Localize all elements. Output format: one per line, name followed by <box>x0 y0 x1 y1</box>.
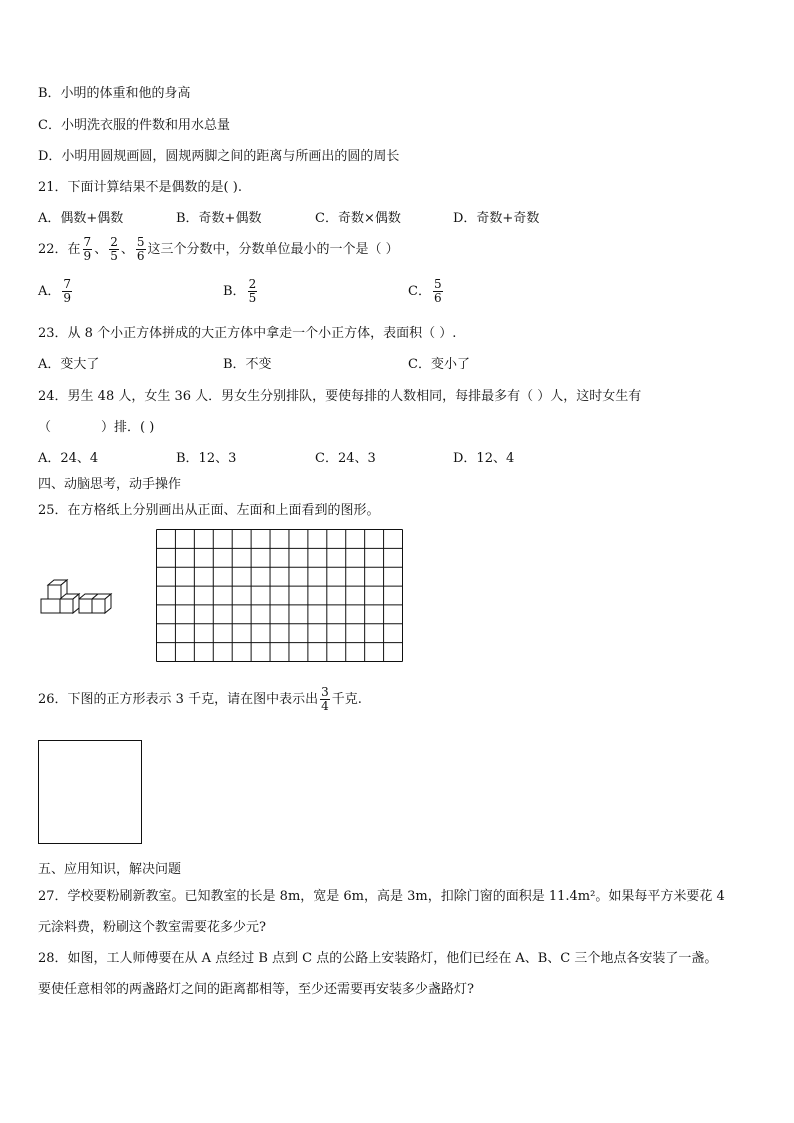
q22-option-b: B． $\frac{2}{5}$ <box>223 277 257 305</box>
fraction-2-5: $\frac{2}{5}$ <box>110 235 118 263</box>
q24-option-a: A．24、4 <box>38 451 99 466</box>
fraction-7-9: $\frac{7}{9}$ <box>83 235 92 263</box>
q22-suffix: 这三个分数中，分数单位最小的一个是（ ） <box>147 242 399 257</box>
q22-prefix: 22．在 <box>38 242 81 257</box>
q21-option-d: D．奇数+奇数 <box>453 211 540 226</box>
q21-option-c: C．奇数×偶数 <box>315 211 401 226</box>
q23-option-b: B．不变 <box>223 357 272 372</box>
q26-stem: 26．下图的正方形表示 3 千克，请在图中表示出 $\frac{3}{4}$ 千克. <box>38 685 362 713</box>
fraction-3-4: $\frac{3}{4}$ <box>321 685 329 713</box>
separator: 、 <box>94 242 108 257</box>
q21-option-a: A．偶数+偶数 <box>38 211 124 226</box>
q27-line2: 元涂料费，粉刷这个教室需要花多少元? <box>38 920 266 935</box>
q28-line2: 要使任意相邻的两盏路灯之间的距离都相等，至少还需要再安装多少盏路灯? <box>38 982 474 997</box>
q20-option-d: D．小明用圆规画圆，圆规两脚之间的距离与所画出的圆的周长 <box>38 149 400 164</box>
separator: 、 <box>120 242 134 257</box>
q23-option-a: A．变大了 <box>38 357 100 372</box>
q22-stem <box>38 236 399 263</box>
q25-stem: 25．在方格纸上分别画出从正面、左面和上面看到的图形。 <box>38 503 380 518</box>
q20-option-c: C．小明洗衣服的件数和用水总量 <box>38 118 230 133</box>
q21-stem: 21．下面计算结果不是偶数的是( ). <box>38 180 242 195</box>
q23-stem: 23．从 8 个小正方体拼成的大正方体中拿走一个小正方体，表面积（ ）. <box>38 326 457 341</box>
answer-square[interactable] <box>38 740 142 844</box>
fraction-5-6: $\frac{5}{6}$ <box>136 235 145 263</box>
q24-option-d: D．12、4 <box>453 451 515 466</box>
grid-paper[interactable] <box>156 529 403 662</box>
q24-stem-line1: 24．男生 48 人，女生 36 人．男女生分别排队，要使每排的人数相同，每排最多有（ ）人，这时女生有 <box>38 389 642 404</box>
q24-stem-line2: （ ）排．( ) <box>38 420 155 435</box>
q22-option-c: C． $\frac{5}{6}$ <box>408 277 442 305</box>
q22-option-a: A． $\frac{7}{9}$ <box>38 277 72 305</box>
q20-option-b: B．小明的体重和他的身高 <box>38 86 191 101</box>
section-5-heading: 五、应用知识，解决问题 <box>38 862 182 877</box>
q28-line1: 28．如图，工人师傅要在从 A 点经过 B 点到 C 点的公路上安装路灯，他们已经在 A、B、C 三个地点各安装了一盏。 <box>38 951 718 966</box>
q24-option-b: B．12、3 <box>176 451 237 466</box>
section-4-heading: 四、动脑思考，动手操作 <box>38 477 182 492</box>
q23-option-c: C．变小了 <box>408 357 470 372</box>
q27-line1: 27．学校要粉刷新教室。已知教室的长是 8m，宽是 6m，高是 3m，扣除门窗的面积是 11.4m²。如果每平方米要花 4 <box>38 889 725 904</box>
q21-option-b: B．奇数+偶数 <box>176 211 262 226</box>
q24-option-c: C．24、3 <box>315 451 376 466</box>
cube-stack-figure <box>40 578 120 620</box>
